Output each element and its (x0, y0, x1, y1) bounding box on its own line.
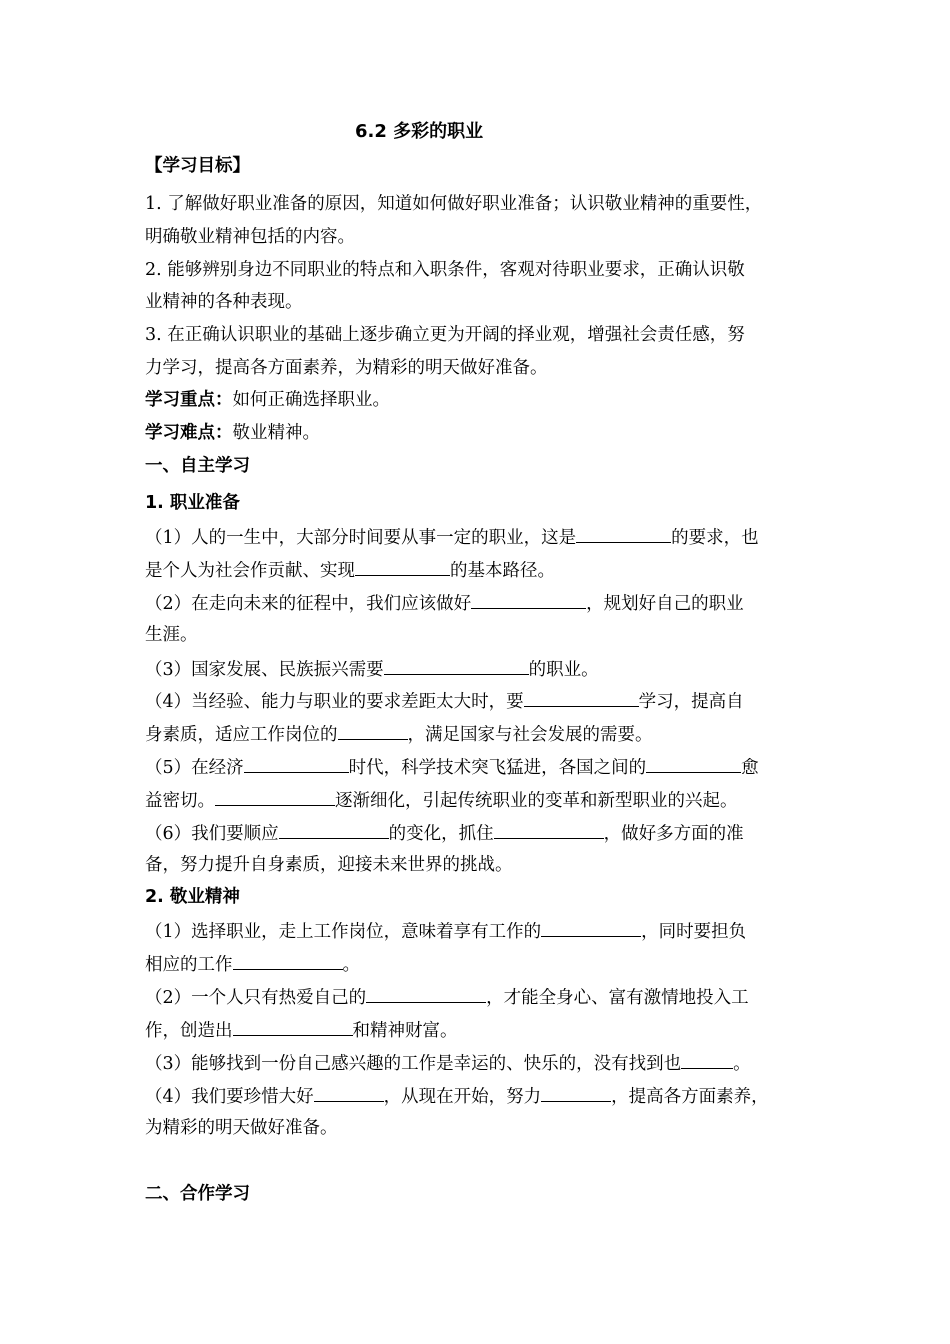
difficult-point-label: 学习难点： (145, 423, 233, 443)
fill-blank[interactable] (233, 951, 343, 970)
key-point-label: 学习重点： (145, 390, 233, 410)
page-title: 6.2 多彩的职业 (355, 121, 484, 142)
p1-q4-line-2: 身素质，适应工作岗位的 ，满足国家与社会发展的需要。 (145, 721, 653, 747)
difficult-point-text: 敬业精神。 (232, 423, 320, 443)
fill-blank[interactable] (541, 1083, 611, 1102)
fill-blank[interactable] (384, 656, 529, 675)
objective-2-line-1: 2. 能够辨别身边不同职业的特点和入职条件，客观对待职业要求，正确认识敬 (145, 260, 745, 280)
objective-3-line-1: 3. 在正确认识职业的基础上逐步确立更为开阔的择业观，增强社会责任感，努 (145, 325, 745, 345)
p2-q2-line-1: （2）一个人只有热爱自己的 ，才能全身心、富有激情地投入工 (145, 984, 749, 1010)
objective-1-line-2: 明确敬业精神包括的内容。 (145, 227, 355, 247)
key-point (145, 388, 390, 412)
section-2-header: 二、合作学习 (145, 1184, 250, 1204)
fill-blank[interactable] (646, 754, 741, 773)
fill-blank[interactable] (279, 820, 389, 839)
p1-q2-line-1: （2）在走向未来的征程中，我们应该做好 ，规划好自己的职业 (145, 590, 744, 616)
section-1-header: 一、自主学习 (145, 456, 250, 476)
fill-blank[interactable] (355, 557, 450, 576)
fill-blank[interactable] (541, 918, 641, 937)
p1-q3: （3）国家发展、民族振兴需要 的职业。 (145, 656, 599, 682)
objective-2-line-2: 业精神的各种表现。 (145, 292, 303, 312)
fill-blank[interactable] (471, 590, 586, 609)
fill-blank[interactable] (314, 1083, 384, 1102)
fill-blank[interactable] (494, 820, 604, 839)
p2-q2-line-2: 作，创造出 和精神财富。 (145, 1017, 458, 1043)
fill-blank[interactable] (524, 688, 639, 707)
fill-blank[interactable] (576, 524, 671, 543)
fill-blank[interactable] (366, 984, 486, 1003)
objectives-header: 【学习目标】 (145, 156, 250, 176)
fill-blank[interactable] (681, 1050, 733, 1069)
objective-3-line-2: 力学习，提高各方面素养，为精彩的明天做好准备。 (145, 358, 548, 378)
p2-q4-line-1: （4）我们要珍惜大好 ，从现在开始，努力 ，提高各方面素养， (145, 1083, 769, 1109)
p2-q4-line-2: 为精彩的明天做好准备。 (145, 1118, 338, 1138)
fill-blank[interactable] (338, 721, 408, 740)
difficult-point (145, 421, 320, 445)
objective-1-line-1: 1. 了解做好职业准备的原因，知道如何做好职业准备；认识敬业精神的重要性， (145, 194, 763, 214)
part-1-header: 1. 职业准备 (145, 493, 240, 513)
fill-blank[interactable] (215, 787, 335, 806)
key-point-text: 如何正确选择职业。 (232, 390, 390, 410)
fill-blank[interactable] (244, 754, 349, 773)
part-2-header: 2. 敬业精神 (145, 887, 240, 907)
p1-q5-line-2: 益密切。 逐渐细化，引起传统职业的变革和新型职业的兴起。 (145, 787, 738, 813)
p1-q1-line-2: 是个人为社会作贡献、实现 的基本路径。 (145, 557, 555, 583)
p1-q6-line-2: 备，努力提升自身素质，迎接未来世界的挑战。 (145, 855, 513, 875)
p1-q5-line-1: （5）在经济 时代，科学技术突飞猛进，各国之间的 愈 (145, 754, 759, 780)
fill-blank[interactable] (233, 1017, 353, 1036)
p2-q3: （3）能够找到一份自己感兴趣的工作是幸运的、快乐的，没有找到也 。 (145, 1050, 751, 1076)
p1-q2-line-2: 生涯。 (145, 625, 198, 645)
p2-q1-line-2: 相应的工作 。 (145, 951, 360, 977)
p1-q6-line-1: （6）我们要顺应 的变化，抓住 ，做好多方面的准 (145, 820, 744, 846)
p1-q1-line-1: （1）人的一生中，大部分时间要从事一定的职业，这是 的要求，也 (145, 524, 759, 550)
p2-q1-line-1: （1）选择职业，走上工作岗位，意味着享有工作的 ，同时要担负 (145, 918, 746, 944)
p1-q4-line-1: （4）当经验、能力与职业的要求差距太大时，要 学习，提高自 (145, 688, 744, 714)
